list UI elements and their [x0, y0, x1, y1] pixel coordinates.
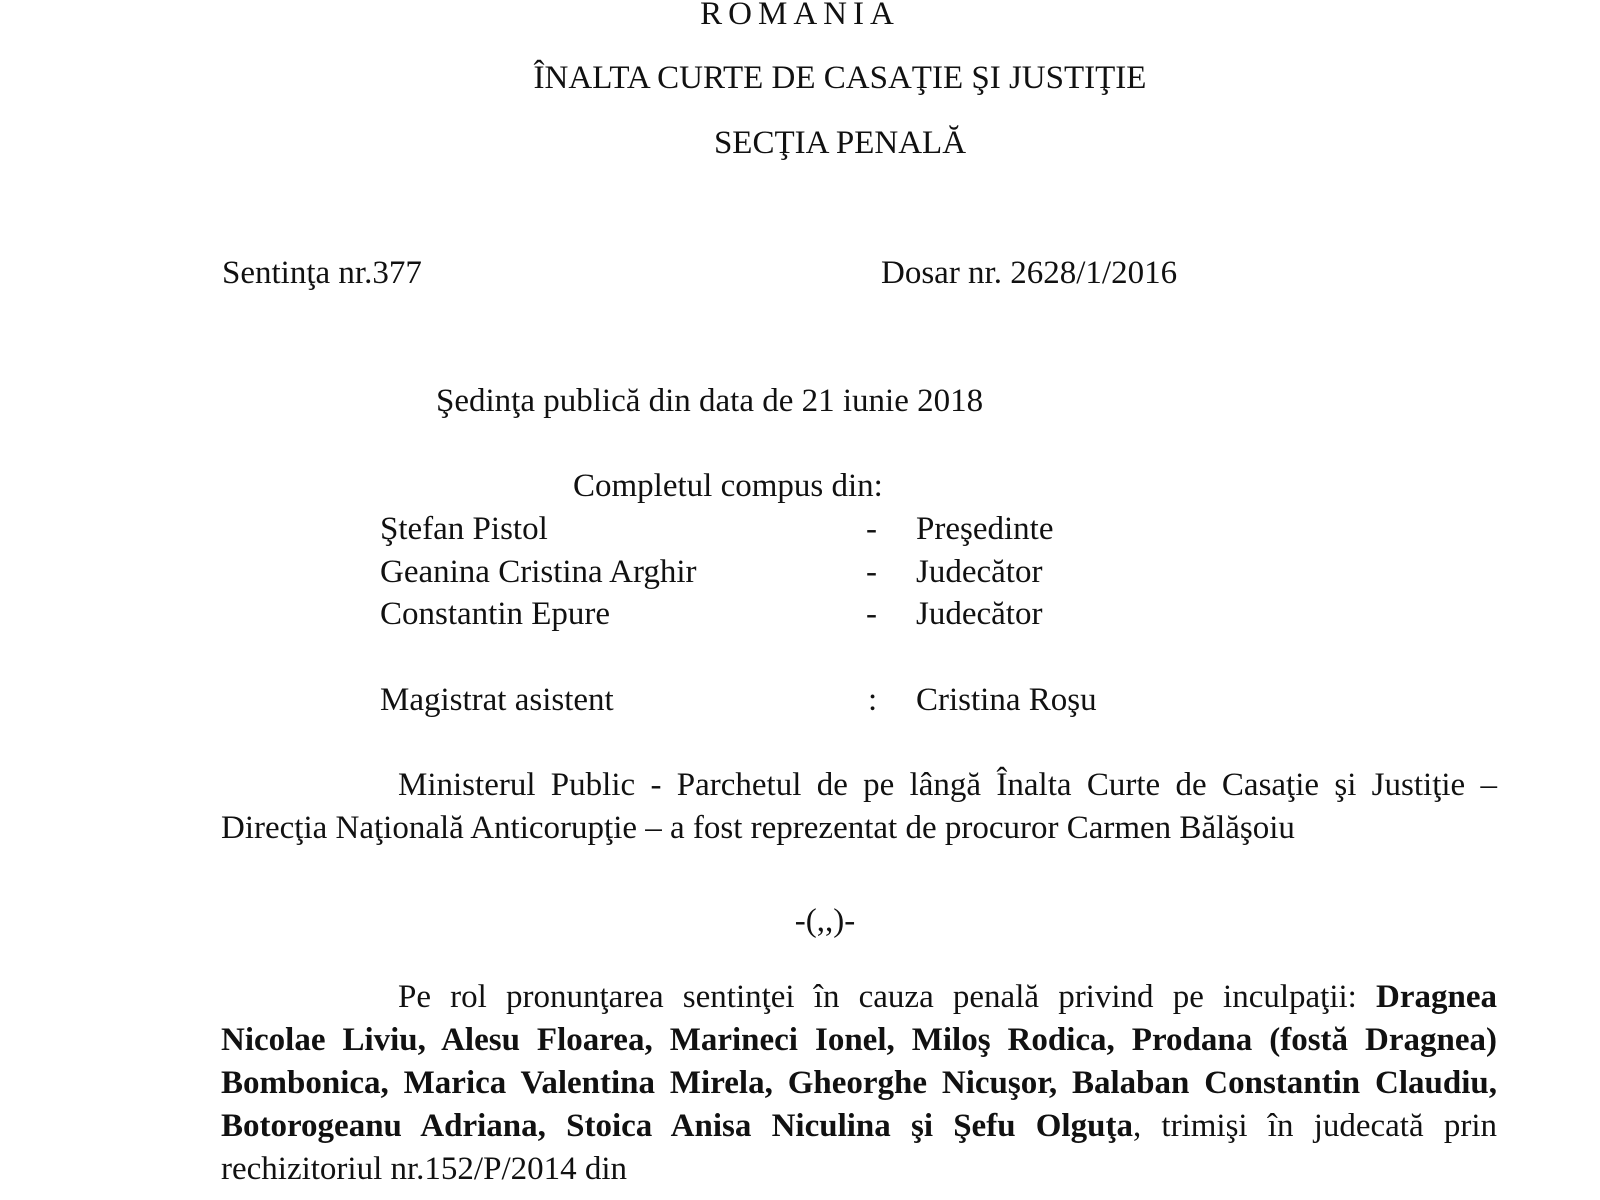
defendants-list: Dragnea Nicolae Liviu, Alesu Floarea, Marineci Ionel, Miloş Rodica, Prodana (fostă Dragnea) Bombonica, Marica Valentina Mirela, Gheorghe Nicuşor, Balaban Constantin Claudiu, Botorogeanu Adriana, Stoica Anisa Niculina şi Şefu Olguţa: [221, 979, 1498, 1144]
file-number: Dosar nr. 2628/1/2016: [881, 255, 1178, 291]
member-separator: -: [866, 554, 877, 590]
member-separator: -: [866, 511, 877, 547]
court-title: ÎNALTA CURTE DE CASAŢIE ŞI JUSTIŢIE: [533, 60, 1147, 96]
assistant-name: Cristina Roşu: [916, 682, 1097, 718]
section-separator: -(,,)-: [794, 903, 856, 939]
case-intro: Pe rol pronunţarea sentinţei în cauza penală privind pe inculpaţii:: [398, 979, 1357, 1015]
session-date: Şedinţa publică din data de 21 iunie 2018: [436, 383, 984, 419]
section-title: SECŢIA PENALĂ: [713, 125, 967, 161]
member-separator: -: [866, 596, 877, 632]
sentence-number: Sentinţa nr.377: [222, 255, 422, 291]
panel-title: Completul compus din:: [573, 468, 883, 504]
member-name: Geanina Cristina Arghir: [380, 554, 697, 590]
member-role: Preşedinte: [916, 511, 1054, 547]
case-paragraph: [221, 976, 1497, 1191]
member-name: Ştefan Pistol: [380, 511, 548, 547]
member-name: Constantin Epure: [380, 596, 611, 632]
prosecutor-paragraph: [221, 764, 1497, 850]
assistant-separator: :: [868, 682, 878, 718]
prosecutor-text: Ministerul Public - Parchetul de pe lângă Înalta Curte de Casaţie şi Justiţie – Direcţia Naţională Anticorupţie – a fost reprezentat de procuror Carmen Bălăşoiu: [221, 767, 1497, 846]
country-title: ROMANIA: [700, 0, 900, 32]
member-role: Judecător: [916, 596, 1043, 632]
member-role: Judecător: [916, 554, 1043, 590]
case-rest: , trimişi în judecată prin rechizitoriul nr.152/P/2014 din: [221, 1108, 1497, 1187]
assistant-label: Magistrat asistent: [380, 682, 614, 718]
